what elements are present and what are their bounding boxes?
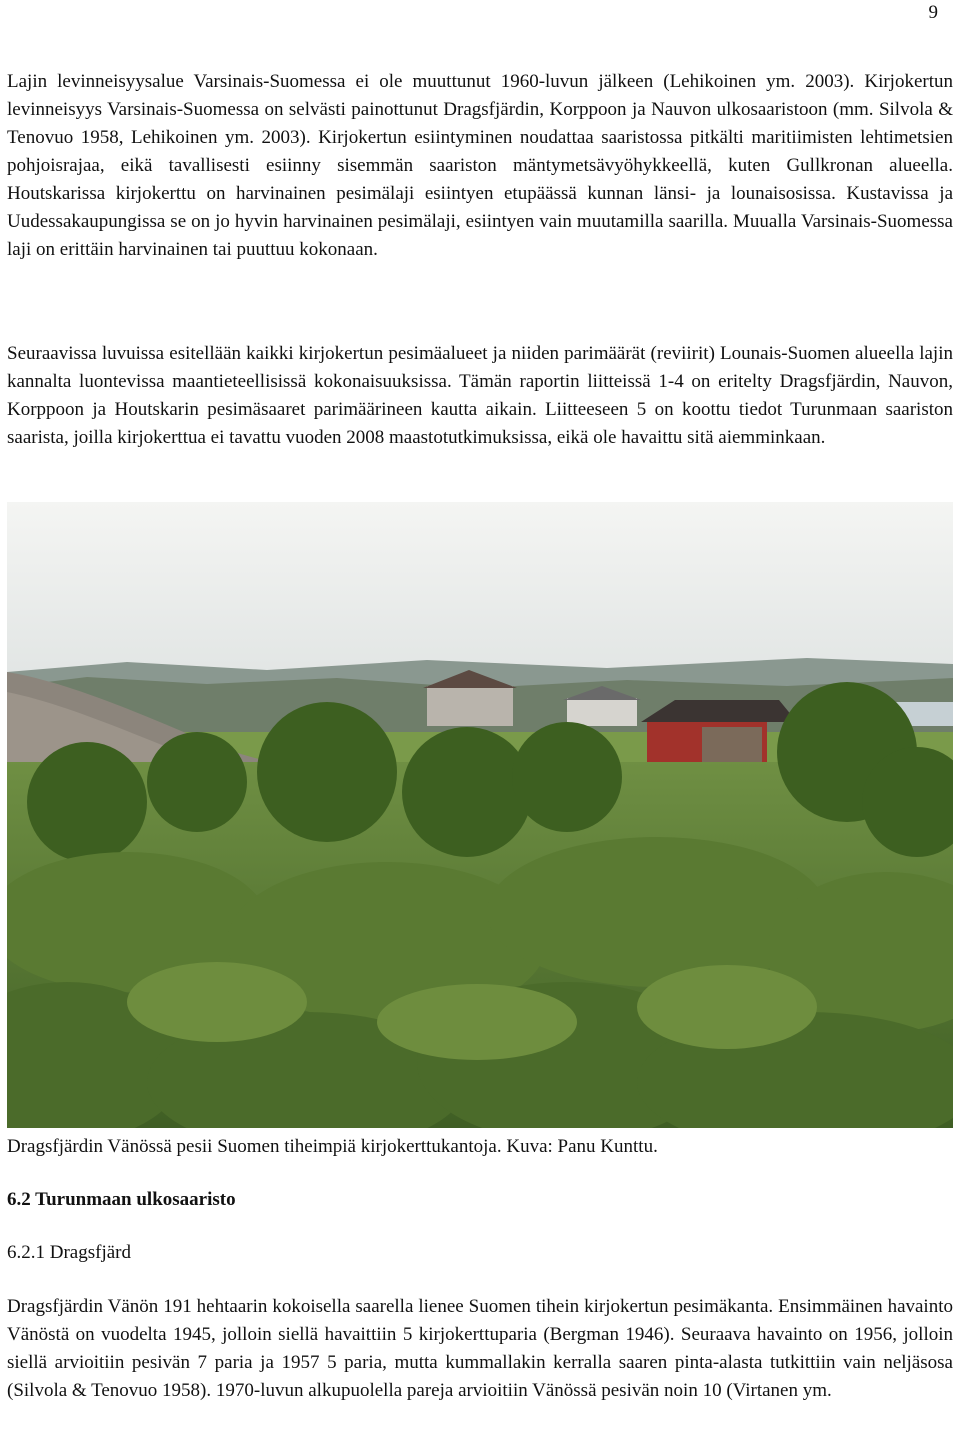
photo-caption: Dragsfjärdin Vänössä pesii Suomen tiheimpiä kirjokerttukantoja. Kuva: Panu Kunttu. (7, 1136, 658, 1157)
paragraph-distribution: Lajin levinneisyysalue Varsinais-Suomessa ei ole muuttunut 1960-luvun jälkeen (Lehikoinen ym. 2003). Kirjokertun levinneisyys Varsinais-Suomessa on selvästi painottunut Dragsfjärdin, Korppoon ja Nauvon ulkosaaristoon (mm. Silvola & Tenovuo 1958, Lehikoinen ym. 2003). Kirjokertun esiintyminen noudattaa saaristossa pitkälti maritiimisten lehtimetsien pohjoisrajaa, eikä tavallisesti esiinny sisemmän saariston mäntymetsävyöhykkeellä, kuten Gullkronan alueella. Houtskarissa kirjokerttu on harvinainen pesimälaji esiintyen etupäässä kunnan länsi- ja lounaisosissa. Kustavissa ja Uudessakaupungissa se on jo hyvin harvinainen pesimälaji, esiintyen vain muutamilla saarilla. Muualla Varsinais-Suomessa laji on erittäin harvinainen tai puuttuu kokonaan. (7, 71, 953, 260)
paragraph-dragsfjard: Dragsfjärdin Vänön 191 hehtaarin kokoisella saarella lienee Suomen tihein kirjokertun pesimäkanta. Ensimmäinen havainto Vänöstä on vuodelta 1945, jolloin siellä havaittiin 5 kirjokerttuparia (Bergman 1946). Seuraava havainto on 1956, jolloin siellä arvioitiin pesivän 7 paria ja 1957 5 paria, mutta kummallakin kerralla saaren pinta-alasta tutkittiin vain neljäsosa (Silvola & Tenovuo 1958). 1970-luvun alkupuolella pareja arvioitiin Vänössä pesivän noin 10 (Virtanen ym. (7, 1296, 953, 1401)
subsection-heading: 6.2.1 Dragsfjärd (7, 1242, 131, 1263)
page-number: 9 (928, 2, 938, 23)
paragraph-overview: Seuraavissa luvuissa esitellään kaikki kirjokertun pesimäalueet ja niiden parimäärät (reviirit) Lounais-Suomen alueella lajin kannalta luontevissa maantieteellisissä kokonaisuuksissa. Tämän raportin liitteissä 1-4 on eritelty Dragsfjärdin, Nauvon, Korppoon ja Houtskarin pesimäsaaret parimäärineen kautta aikain. Liitteeseen 5 on koottu tiedot Turunmaan saariston saarista, joilla kirjokerttua ei tavattu vuoden 2008 maastotutkimuksissa, eikä ole havaittu sitä aiemminkaan. (7, 343, 953, 448)
section-heading: 6.2 Turunmaan ulkosaaristo (7, 1189, 236, 1210)
landscape-photo (7, 502, 953, 1128)
landscape-illustration (7, 502, 953, 1128)
